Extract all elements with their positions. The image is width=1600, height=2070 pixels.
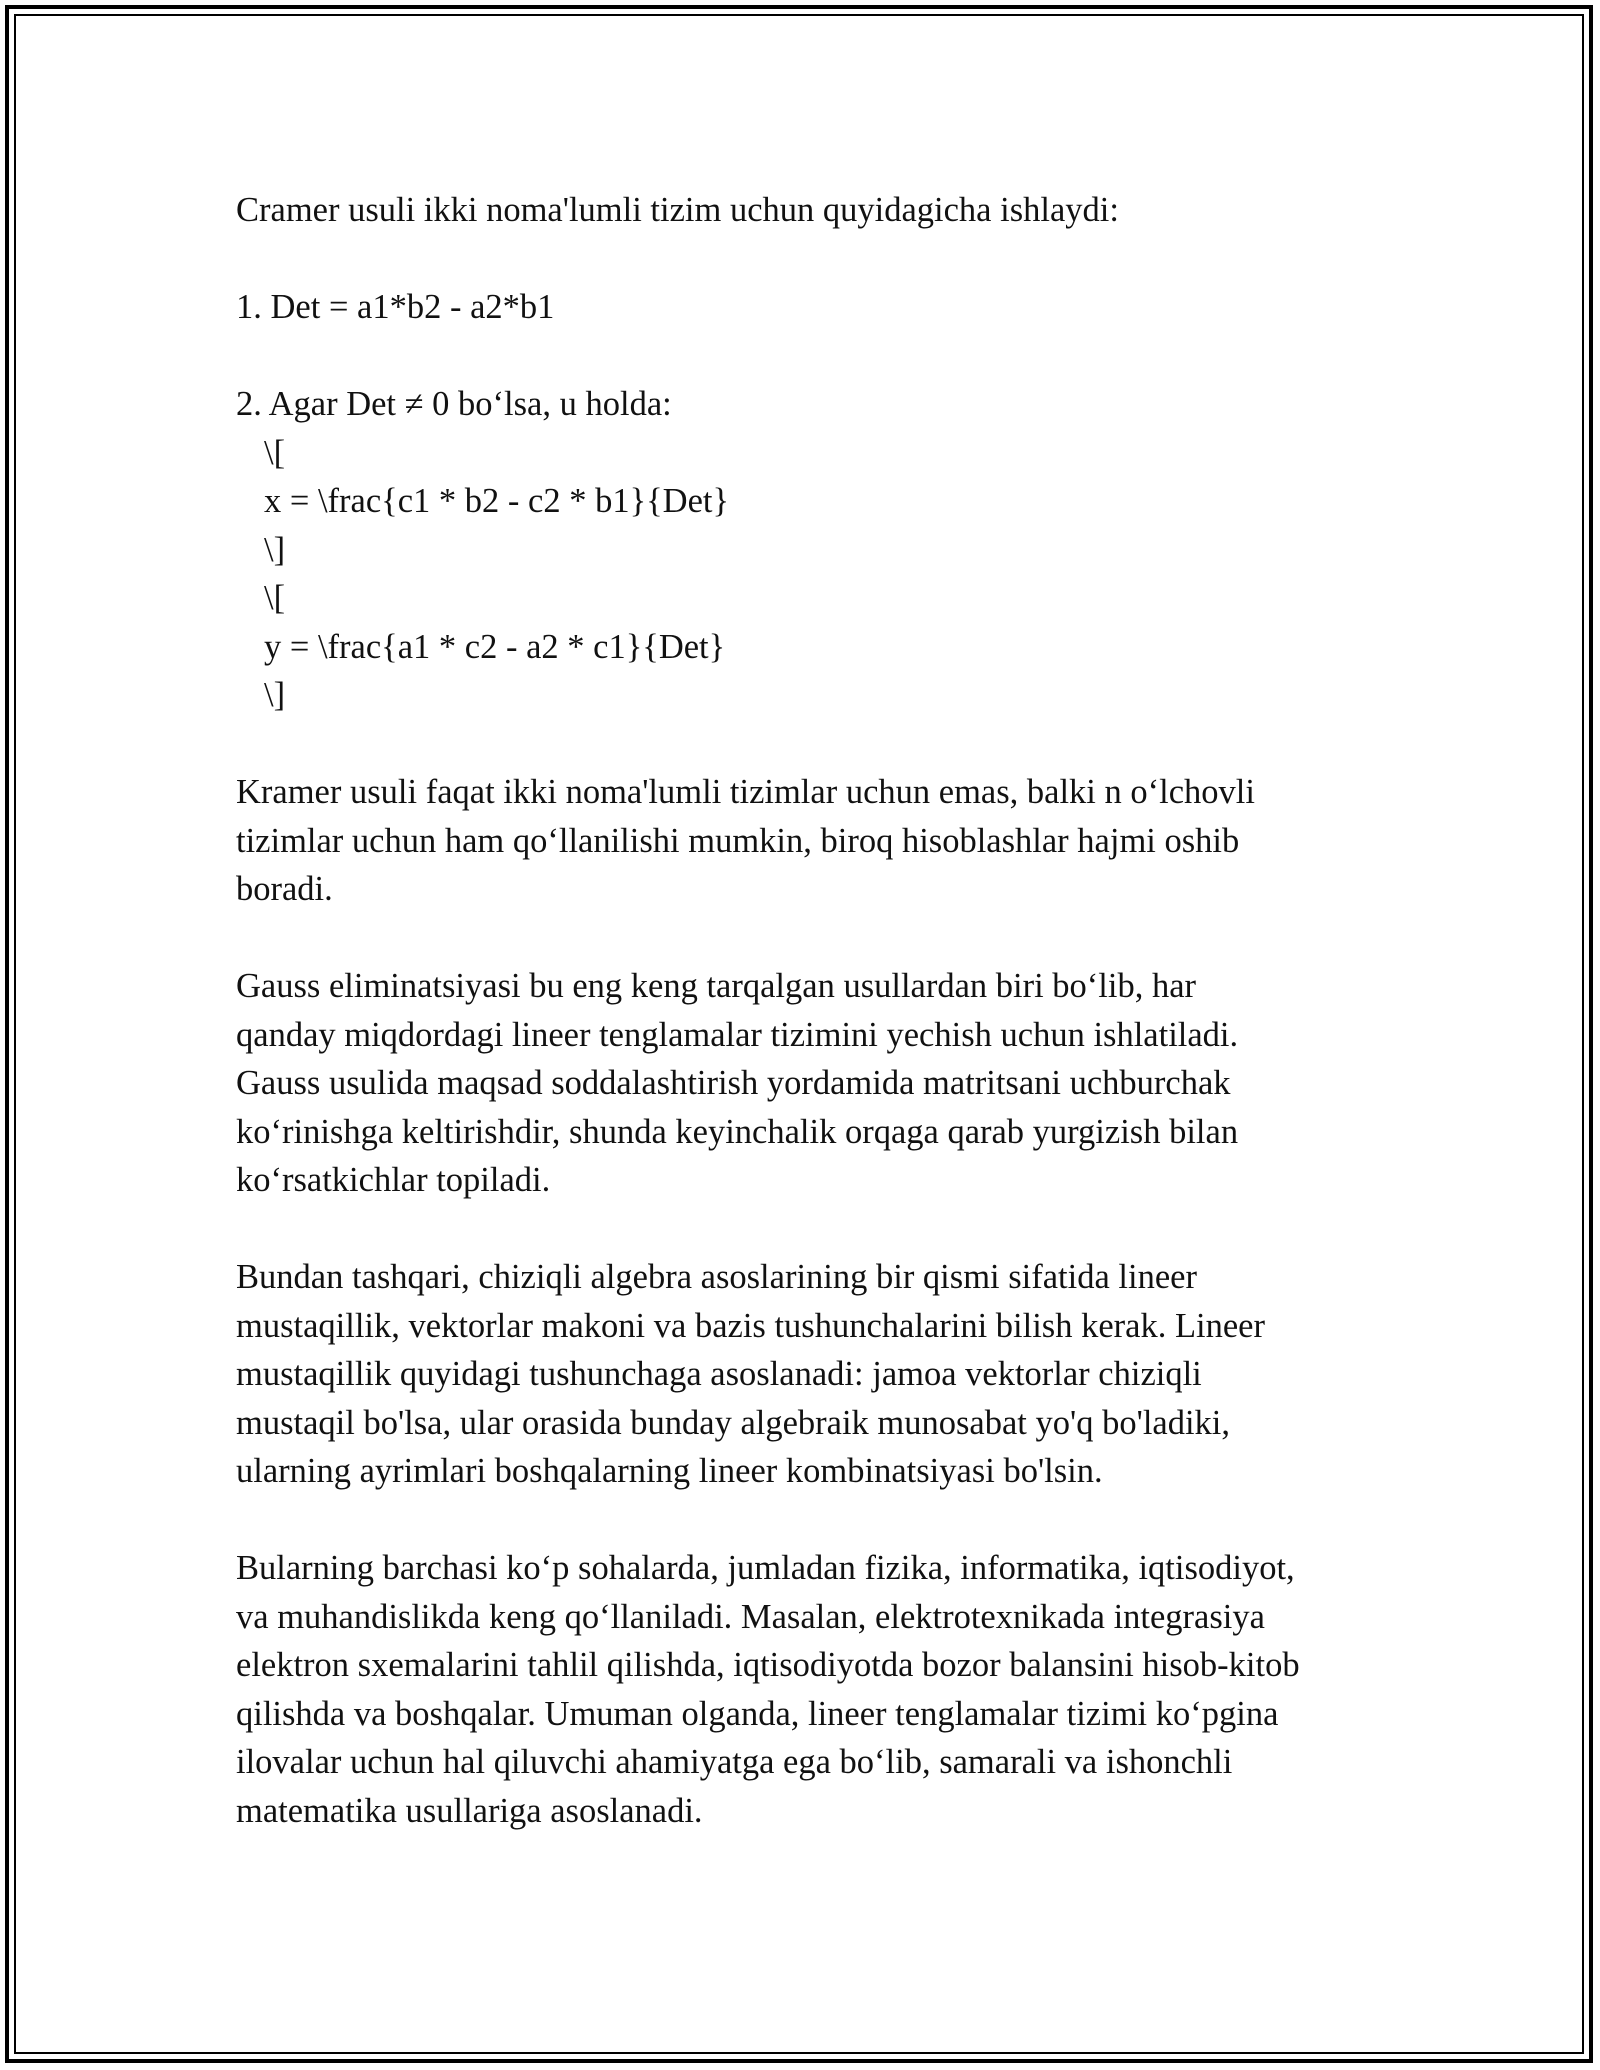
spacer (236, 1205, 1386, 1254)
step-2-condition: 2. Agar Det ≠ 0 bo‘lsa, u holda: (236, 385, 672, 423)
formula-x-open: \[ (264, 433, 286, 472)
spacer (236, 914, 1386, 963)
paragraph-line: Bularning barchasi ko‘p sohalarda, jumladan fizika, informatika, iqtisodiyot, (236, 1549, 1295, 1587)
paragraph-line: ilovalar uchun hal qiluvchi ahamiyatga ega bo‘lib, samarali va ishonchli (236, 1743, 1233, 1781)
paragraph-line: matematika usullariga asoslanadi. (236, 1791, 703, 1830)
paragraph-line: qilishda va boshqalar. Umuman olganda, lineer tenglamalar tizimi ko‘pgina (236, 1694, 1279, 1733)
paragraph-linear-independence (236, 1253, 1386, 1496)
spacer (236, 235, 1386, 284)
paragraph-line: tizimlar uchun ham qo‘llanilishi mumkin, biroq hisoblashlar hajmi oshib (236, 821, 1240, 860)
spacer (236, 332, 1386, 381)
spacer (236, 1496, 1386, 1545)
paragraph-line: Gauss eliminatsiyasi bu eng keng tarqalgan usullardan biri bo‘lib, har (236, 967, 1197, 1005)
formula-x-expression: x = \frac{c1 * b2 - c2 * b1}{Det} (264, 482, 730, 520)
paragraph-line: elektron sxemalarini tahlil qilishda, iqtisodiyotda bozor balansini hisob-kitob (236, 1646, 1300, 1684)
paragraph-line: Gauss usulida maqsad soddalashtirish yordamida matritsani uchburchak (236, 1064, 1231, 1102)
formula-y-open: \[ (264, 579, 286, 617)
formula-y-expression: y = \frac{a1 * c2 - a2 * c1}{Det} (264, 627, 726, 666)
paragraph-line: ularning ayrimlari boshqalarning lineer kombinatsiyasi bo'lsin. (236, 1452, 1103, 1490)
paragraph-applications (236, 1544, 1386, 1835)
intro-line: Cramer usuli ikki noma'lumli tizim uchun quyidagicha ishlaydi: (236, 191, 1119, 229)
paragraph-line: Kramer usuli faqat ikki noma'lumli tizimlar uchun emas, balki n o‘lchovli (236, 773, 1255, 811)
paragraph-line: ko‘rinishga keltirishdir, shunda keyinchalik orqaga qarab yurgizish bilan (236, 1112, 1239, 1151)
paragraph-line: mustaqillik, vektorlar makoni va bazis tushunchalarini bilish kerak. Lineer (236, 1306, 1265, 1345)
formula-x-close: \] (264, 530, 286, 569)
paragraph-line: ko‘rsatkichlar topiladi. (236, 1161, 551, 1199)
step-1-determinant: 1. Det = a1*b2 - a2*b1 (236, 288, 555, 326)
spacer (236, 720, 1386, 769)
paragraph-line: boradi. (236, 870, 333, 908)
paragraph-kramer (236, 768, 1386, 914)
paragraph-line: mustaqillik quyidagi tushunchaga asoslanadi: jamoa vektorlar chiziqli (236, 1355, 1202, 1393)
document-body (236, 186, 1386, 1835)
paragraph-gauss (236, 962, 1386, 1205)
formula-y-close: \] (264, 676, 286, 714)
paragraph-line: Bundan tashqari, chiziqli algebra asoslarining bir qismi sifatida lineer (236, 1258, 1197, 1296)
paragraph-line: mustaqil bo'lsa, ular orasida bunday algebraik munosabat yo'q bo'ladiki, (236, 1403, 1231, 1442)
paragraph-line: qanday miqdordagi lineer tenglamalar tizimini yechish uchun ishlatiladi. (236, 1015, 1239, 1054)
paragraph-line: va muhandislikda keng qo‘llaniladi. Masalan, elektrotexnikada integrasiya (236, 1597, 1265, 1636)
